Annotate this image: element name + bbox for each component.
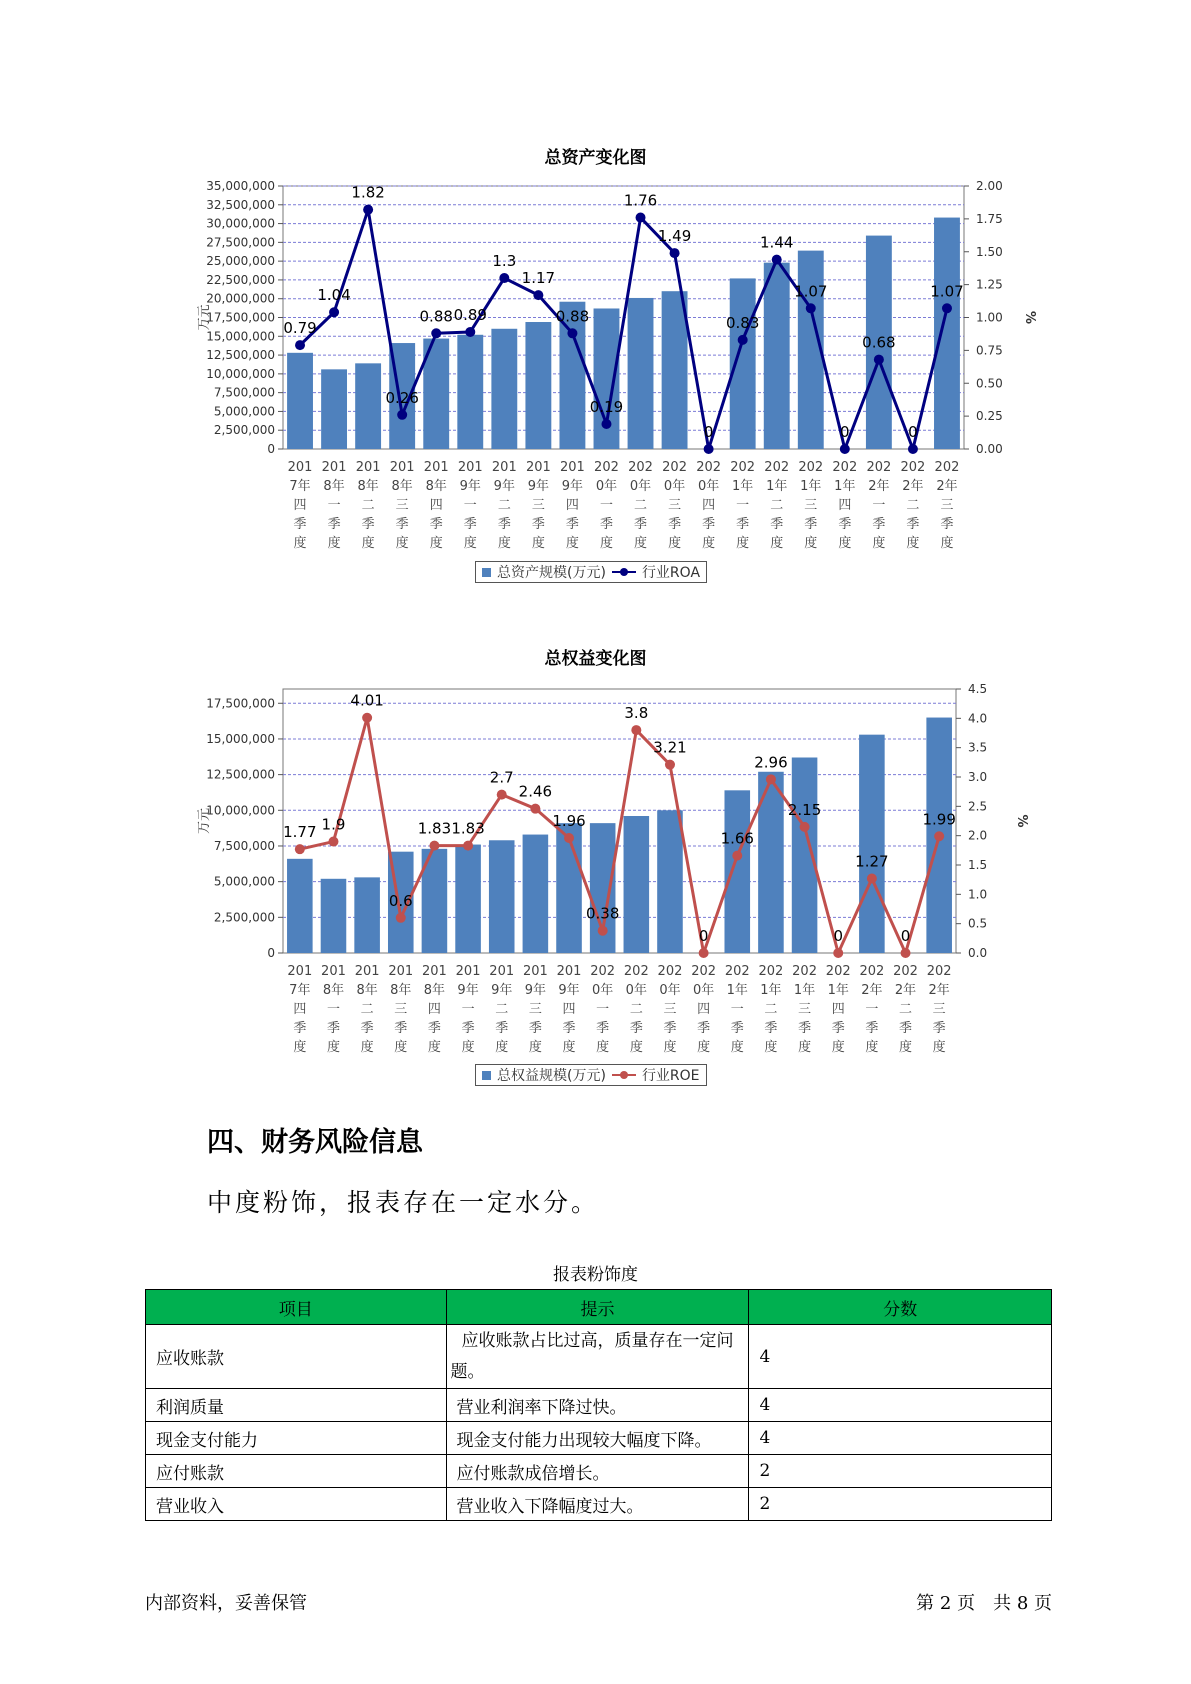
page-total: 8 (1016, 1593, 1029, 1614)
data-label: 2.46 (518, 782, 553, 801)
data-label: 3.8 (624, 704, 649, 723)
x-tick-label: 201 9年三季度 (525, 460, 551, 551)
x-tick-label: 201 9年四季度 (560, 460, 585, 551)
footer-confidential: 内部资料，妥善保管 (145, 1593, 307, 1614)
x-tick-label: 201 8年三季度 (389, 460, 415, 551)
bar (455, 845, 481, 953)
data-label: 1.83 (451, 819, 485, 838)
tip-cell: 现金支付能力出现较大幅度下降。 (446, 1422, 749, 1455)
y2-tick-label: 1.25 (976, 277, 1003, 292)
y-tick-label: 10,000,000 (206, 366, 275, 381)
x-tick-label: 202 1年四季度 (825, 964, 851, 1055)
table-caption: 报表粉饰度 (553, 1265, 638, 1285)
y-tick-label: 30,000,000 (206, 216, 275, 231)
bar (491, 329, 517, 449)
line-point (772, 255, 782, 265)
item-cell: 应收账款 (146, 1325, 447, 1389)
y2-tick-label: 1.0 (968, 887, 988, 902)
x-tick-label: 201 9年一季度 (455, 964, 481, 1055)
x-tick-label: 202 1年二季度 (758, 964, 784, 1055)
item-cell: 现金支付能力 (146, 1422, 447, 1455)
data-label: 1.44 (760, 233, 794, 252)
line-point (934, 831, 944, 841)
line-point (295, 340, 305, 350)
data-label: 1.96 (552, 812, 586, 831)
y-tick-label: 10,000,000 (206, 803, 275, 818)
data-label: 0.79 (283, 319, 317, 338)
data-label: 2.96 (754, 753, 788, 772)
y2-tick-label: 1.75 (976, 211, 1003, 226)
data-label: 2.15 (787, 800, 822, 819)
line-point (766, 774, 776, 784)
x-tick-label: 202 2年三季度 (934, 460, 960, 551)
item-cell: 利润质量 (146, 1389, 447, 1422)
data-label: 1.49 (657, 227, 692, 246)
line-point (530, 804, 540, 814)
data-label: 1.82 (351, 183, 385, 202)
section-paragraph: 中度粉饰，报表存在一定水分。 (207, 1188, 600, 1217)
x-tick-label: 201 8年四季度 (423, 460, 449, 551)
x-tick-label: 201 9年四季度 (556, 964, 582, 1055)
score-cell: 4 (749, 1325, 1052, 1389)
x-tick-label: 202 1年二季度 (764, 460, 790, 551)
line-point (463, 841, 473, 851)
x-tick-label: 202 0年四季度 (691, 964, 717, 1055)
line-point (699, 948, 709, 958)
line-point (800, 822, 810, 832)
x-tick-label: 202 1年三季度 (798, 460, 824, 551)
x-tick-label: 201 8年二季度 (354, 964, 380, 1055)
y-axis-label: 万元 (197, 807, 212, 835)
data-label: 1.07 (794, 282, 828, 301)
line-point (665, 760, 675, 770)
chart-title: 总权益变化图 (544, 649, 647, 669)
x-tick-label: 201 8年四季度 (422, 964, 447, 1055)
bar-swatch (482, 1071, 491, 1080)
x-tick-label: 202 0年三季度 (662, 460, 687, 551)
y2-tick-label: 0.25 (976, 409, 1003, 424)
table-row (146, 1488, 1052, 1521)
data-label: 3.21 (653, 738, 687, 757)
line-point (631, 725, 641, 735)
table-row (146, 1455, 1052, 1488)
bar (354, 877, 380, 953)
tip-cell: 营业收入下降幅度过大。 (446, 1488, 749, 1521)
x-tick-label: 202 1年四季度 (832, 460, 858, 551)
data-label: 0.38 (585, 904, 620, 923)
tip-cell: 营业利润率下降过快。 (446, 1389, 749, 1422)
data-label: 4.01 (350, 691, 384, 710)
line-point (499, 273, 509, 283)
x-tick-label: 202 2年三季度 (926, 964, 952, 1055)
x-tick-label: 201 9年三季度 (522, 964, 548, 1055)
data-label: 0.19 (589, 398, 624, 417)
x-tick-label: 202 2年二季度 (893, 964, 918, 1055)
score-cell: 2 (749, 1455, 1052, 1488)
line-point (901, 948, 911, 958)
data-label: 0.26 (385, 388, 419, 407)
data-label: 1.66 (720, 829, 754, 848)
table-row (146, 1422, 1052, 1455)
y2-tick-label: 0.50 (976, 376, 1003, 391)
bar (355, 363, 381, 449)
x-tick-label: 201 8年一季度 (321, 964, 346, 1055)
y2-tick-label: 4.5 (968, 682, 988, 696)
chart-legend (475, 1064, 707, 1086)
data-label: 0 (840, 423, 850, 441)
line-point (362, 713, 372, 723)
chart-legend (475, 561, 707, 583)
bar (724, 790, 750, 953)
x-tick-label: 202 1年三季度 (792, 964, 817, 1055)
x-tick-label: 202 1年一季度 (724, 964, 750, 1055)
line-point (806, 303, 816, 313)
y-tick-label: 20,000,000 (206, 291, 275, 306)
data-label: 1.76 (623, 191, 658, 210)
legend-label: 总权益规模(万元) (497, 1068, 606, 1084)
x-tick-label: 201 9年一季度 (457, 460, 483, 551)
y2-tick-label: 1.00 (976, 310, 1003, 325)
y-tick-label: 32,500,000 (206, 197, 275, 212)
y2-tick-label: 4.0 (968, 711, 988, 726)
x-tick-label: 202 0年四季度 (696, 460, 722, 551)
y-tick-label: 5,000,000 (213, 874, 275, 889)
chart-title: 总资产变化图 (544, 148, 647, 168)
legend-label: 总资产规模(万元) (497, 565, 606, 581)
line-point (465, 327, 475, 337)
line-point (598, 926, 608, 936)
line-point (295, 844, 305, 854)
bar-swatch (482, 568, 491, 577)
bar (287, 353, 313, 449)
line-point (840, 444, 850, 454)
line-swatch (612, 566, 636, 578)
score-cell: 2 (749, 1488, 1052, 1521)
data-label: 0.68 (862, 333, 896, 352)
y-tick-label: 15,000,000 (206, 731, 275, 746)
page-suffix: 页 (1034, 1593, 1052, 1614)
line-point (942, 303, 952, 313)
bar (523, 835, 549, 953)
x-tick-label: 201 9年二季度 (489, 964, 515, 1055)
score-cell: 4 (749, 1422, 1052, 1455)
y2-axis-label: % (1022, 310, 1037, 325)
x-tick-label: 202 2年二季度 (900, 460, 926, 551)
data-label: 0.83 (725, 313, 760, 332)
x-tick-label: 202 0年一季度 (594, 460, 619, 551)
line-point (363, 205, 373, 215)
y-tick-label: 17,500,000 (206, 696, 275, 711)
column-header: 项目 (146, 1290, 447, 1325)
y2-tick-label: 1.5 (968, 858, 988, 872)
y-tick-label: 0 (267, 442, 275, 456)
y2-axis-label: % (1014, 814, 1029, 828)
risk-table (145, 1289, 1052, 1521)
y-tick-label: 0 (267, 946, 275, 960)
legend-label: 行业ROA (641, 565, 701, 581)
bar (457, 335, 483, 449)
line-point (833, 948, 843, 958)
bar (321, 879, 347, 953)
total-equity-chart (0, 675, 1191, 1085)
line-point (396, 913, 406, 923)
bar (764, 263, 790, 449)
footer-page-number (916, 1589, 1052, 1615)
y-tick-label: 35,000,000 (206, 179, 275, 193)
data-label: 0 (833, 927, 843, 945)
x-tick-label: 201 8年三季度 (388, 964, 414, 1055)
table-row (146, 1325, 1052, 1389)
y2-tick-label: 3.5 (968, 740, 988, 755)
item-cell: 应付账款 (146, 1455, 447, 1488)
y-tick-label: 2,500,000 (213, 910, 275, 925)
line-point (867, 873, 877, 883)
bar (628, 298, 654, 449)
tip-cell: 应收账款占比过高，质量存在一定问题。 (446, 1325, 749, 1389)
line-point (533, 290, 543, 300)
data-label: 1.27 (855, 852, 889, 871)
bar (287, 859, 313, 953)
data-label: 1.83 (417, 819, 452, 838)
line-point (738, 335, 748, 345)
y2-tick-label: 2.0 (968, 828, 988, 843)
data-label: 0.88 (555, 307, 590, 326)
x-tick-label: 202 0年二季度 (628, 460, 653, 551)
column-header: 提示 (446, 1290, 749, 1325)
line-point (874, 355, 884, 365)
page-mid: 页 共 (957, 1593, 1012, 1614)
line-point (908, 444, 918, 454)
data-label: 1.99 (922, 810, 956, 829)
x-tick-label: 201 8年二季度 (355, 460, 381, 551)
data-label: 1.77 (283, 823, 317, 842)
bar (525, 322, 551, 449)
line-point (497, 790, 507, 800)
item-cell: 营业收入 (146, 1488, 447, 1521)
y2-tick-label: 0.75 (976, 343, 1003, 358)
score-cell: 4 (749, 1389, 1052, 1422)
x-tick-label: 202 2年一季度 (866, 460, 892, 551)
line-point (329, 307, 339, 317)
line-point (636, 213, 646, 223)
section-heading: 四、财务风险信息 (207, 1127, 423, 1158)
column-header: 分数 (749, 1290, 1052, 1325)
y-tick-label: 27,500,000 (206, 235, 275, 250)
data-label: 0 (698, 927, 709, 945)
line-point (564, 833, 574, 843)
y-tick-label: 15,000,000 (206, 329, 275, 344)
line-point (429, 841, 439, 851)
line-point (601, 419, 611, 429)
x-tick-label: 201 8年一季度 (321, 460, 347, 551)
y2-tick-label: 3.0 (968, 770, 988, 784)
data-label: 0 (703, 423, 714, 441)
y-tick-label: 17,500,000 (206, 310, 275, 325)
x-tick-label: 202 1年一季度 (730, 460, 756, 551)
y-tick-label: 12,500,000 (206, 348, 275, 363)
y-axis-label: 万元 (197, 304, 212, 331)
bar (489, 840, 515, 953)
bar (934, 218, 960, 449)
data-label: 1.17 (521, 269, 556, 288)
line-point (431, 328, 441, 338)
bar (657, 810, 683, 953)
data-label: 1.07 (930, 282, 964, 301)
data-label: 2.7 (489, 768, 514, 787)
x-tick-label: 202 0年二季度 (623, 964, 649, 1055)
data-label: 0.6 (388, 891, 413, 910)
y2-tick-label: 0.0 (968, 946, 988, 960)
line-point (670, 248, 680, 258)
y-tick-label: 25,000,000 (206, 254, 275, 269)
x-tick-label: 201 7年四季度 (287, 460, 313, 551)
x-tick-label: 201 7年四季度 (287, 964, 313, 1055)
y2-tick-label: 1.50 (976, 244, 1003, 259)
line-point (567, 328, 577, 338)
line-point (397, 410, 407, 420)
y-tick-label: 7,500,000 (213, 838, 275, 853)
y-tick-label: 22,500,000 (206, 272, 275, 287)
bar (859, 735, 885, 953)
data-label: 0.88 (419, 307, 453, 326)
x-tick-label: 202 0年三季度 (657, 964, 683, 1055)
line-point (704, 444, 714, 454)
data-label: 0 (900, 927, 911, 945)
tip-cell: 应付账款成倍增长。 (446, 1455, 749, 1488)
x-tick-label: 201 9年二季度 (491, 460, 517, 551)
y-tick-label: 2,500,000 (213, 423, 275, 438)
bar (624, 816, 650, 953)
y2-tick-label: 2.5 (968, 799, 988, 814)
data-label: 1.3 (492, 252, 517, 271)
table-row (146, 1389, 1052, 1422)
line-point (732, 851, 742, 861)
data-label: 0.89 (453, 305, 487, 324)
bar (321, 369, 347, 449)
line-swatch (612, 1069, 636, 1081)
data-label: 1.9 (321, 815, 346, 834)
bar (730, 278, 756, 449)
page-prefix: 第 (916, 1593, 935, 1614)
y-tick-label: 7,500,000 (213, 385, 275, 400)
data-label: 1.04 (317, 286, 351, 305)
table-header-row (146, 1290, 1052, 1325)
line-point (328, 837, 338, 847)
y-tick-label: 12,500,000 (206, 767, 275, 782)
bar (662, 291, 688, 449)
page-current: 2 (939, 1593, 952, 1614)
x-tick-label: 202 2年一季度 (859, 964, 885, 1055)
y2-tick-label: 0.00 (976, 442, 1003, 456)
legend-label: 行业ROE (641, 1068, 700, 1084)
data-label: 0 (908, 423, 918, 441)
y2-tick-label: 2.00 (976, 179, 1003, 193)
y2-tick-label: 0.5 (968, 916, 988, 931)
y-tick-label: 5,000,000 (213, 404, 275, 419)
x-tick-label: 202 0年一季度 (590, 964, 616, 1055)
